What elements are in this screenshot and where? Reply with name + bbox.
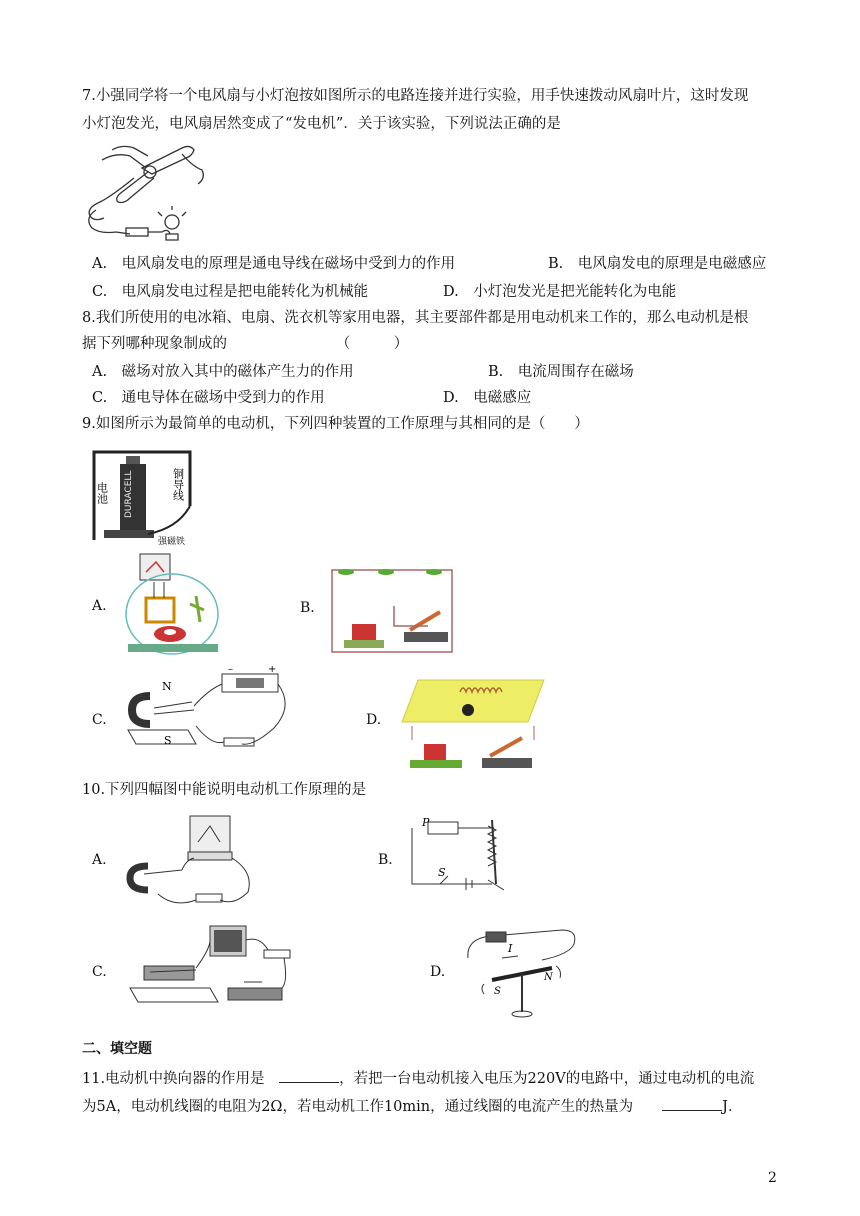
q10-figure-b	[408, 814, 518, 894]
q9-label-b[interactable]: B.	[300, 600, 315, 616]
q11-line2-text-a: 为5A，电动机线圈的电阻为2Ω，若电动机工作10min，通过线圈的电流产生的热量为	[82, 1099, 663, 1115]
q9-figure-c	[124, 666, 294, 756]
magnet-north-label: N	[162, 680, 172, 693]
q7-option-d[interactable]: D. 小灯泡发光是把光能转化为电能	[443, 284, 677, 300]
q7-option-c[interactable]: C. 电风扇发电过程是把电能转化为机械能	[92, 284, 369, 300]
q10-stem: 10.下列四幅图中能说明电动机工作原理的是	[82, 782, 367, 798]
page-number: 2	[768, 1170, 777, 1186]
q7-fan-figure	[82, 138, 212, 246]
q9-label-c[interactable]: C.	[92, 712, 107, 728]
q8-option-d[interactable]: D. 电磁感应	[443, 390, 532, 406]
q8-stem-line2: 据下列哪种现象制成的 （ ）	[82, 336, 409, 352]
needle-north-label: N	[544, 972, 553, 983]
svg-text:+: +	[268, 666, 277, 675]
q7-option-b[interactable]: B. 电风扇发电的原理是电磁感应	[548, 256, 767, 272]
switch-label-s: S	[438, 866, 446, 879]
svg-text:–: –	[228, 666, 233, 675]
needle-south-label: S	[494, 986, 501, 997]
q11-blank-2[interactable]	[662, 1096, 722, 1111]
q7-stem-line1: 7.小强同学将一个电风扇与小灯泡按如图所示的电路连接并进行实验，用手快速拨动风扇叶片，这时发现	[82, 88, 749, 104]
q9-figure-b	[328, 566, 456, 656]
q9-simple-motor-figure	[82, 446, 212, 546]
q10-label-b[interactable]: B.	[378, 852, 393, 868]
q10-label-a[interactable]: A.	[92, 852, 107, 868]
q10-figure-d	[462, 922, 582, 1022]
q9-label-d[interactable]: D.	[366, 712, 382, 728]
magnet-south-label: S	[164, 734, 172, 747]
q11-line2-text-b: J．	[722, 1099, 743, 1115]
q8-stem-line1: 8.我们所使用的电冰箱、电扇、洗衣机等家用电器，其主要部件都是用电动机来工作的，那么电动机是根	[82, 310, 749, 326]
wire-label: 铜导线	[171, 468, 185, 501]
q8-option-c[interactable]: C. 通电导体在磁场中受到力的作用	[92, 390, 325, 406]
q7-stem-line2: 小灯泡发光，电风扇居然变成了“发电机”．关于该实验，下列说法正确的是	[82, 116, 561, 132]
q11-line1	[82, 1068, 754, 1089]
q9-figure-d	[398, 676, 548, 772]
section-heading-fill-in: 二、填空题	[82, 1041, 152, 1057]
q11-line1-text-a: 11.电动机中换向器的作用是	[82, 1071, 280, 1087]
q9-label-a[interactable]: A.	[92, 598, 107, 614]
battery-label: 电池	[95, 482, 109, 504]
q8-option-b[interactable]: B. 电流周围存在磁场	[488, 364, 634, 380]
q11-line1-text-b: ，若把一台电动机接入电压为220V的电路中，通过电动机的电流	[339, 1071, 755, 1087]
q11-line2	[82, 1096, 742, 1117]
q10-figure-c	[124, 922, 294, 1012]
magnet-label: 强磁铁	[158, 537, 186, 546]
q10-label-d[interactable]: D.	[430, 964, 446, 980]
contact-label-p: P	[422, 816, 430, 829]
q8-option-a[interactable]: A. 磁场对放入其中的磁体产生力的作用	[92, 364, 354, 380]
battery-brand: DURACELL	[124, 470, 134, 518]
q11-blank-1[interactable]	[279, 1068, 339, 1083]
current-label-i: I	[508, 942, 513, 955]
q7-option-a[interactable]: A. 电风扇发电的原理是通电导线在磁场中受到力的作用	[92, 256, 456, 272]
q10-figure-a	[124, 812, 274, 908]
q9-figure-a	[118, 552, 228, 658]
q10-label-c[interactable]: C.	[92, 964, 107, 980]
q9-stem: 9.如图所示为最简单的电动机，下列四种装置的工作原理与其相同的是（ ）	[82, 416, 589, 432]
